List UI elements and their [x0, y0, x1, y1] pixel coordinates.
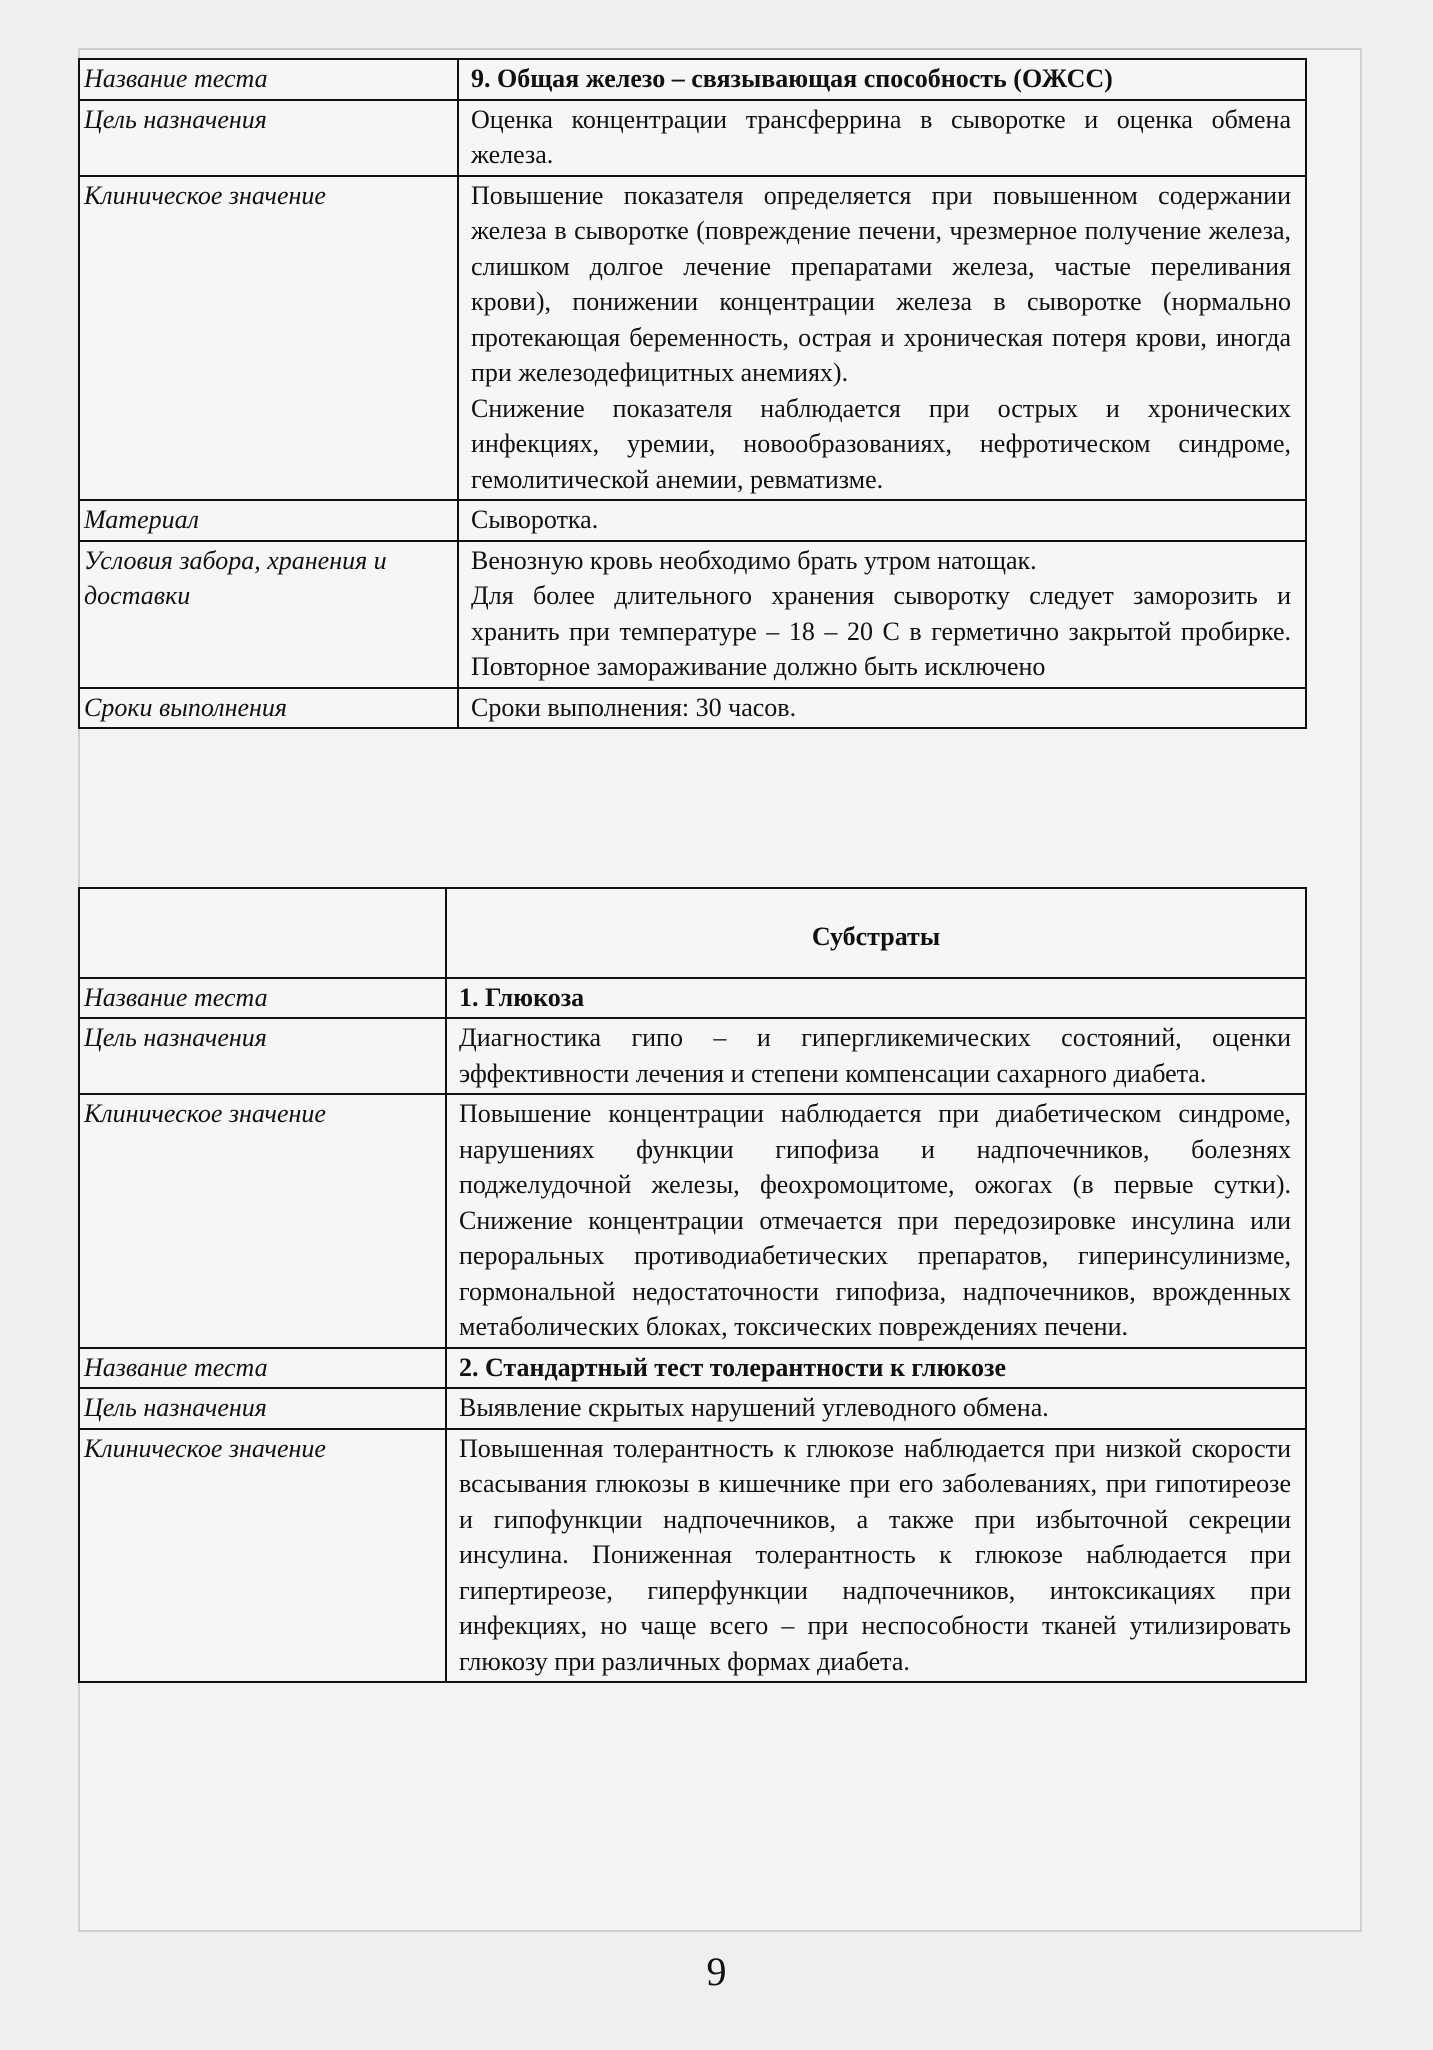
test-title: 1. Глюкоза: [446, 978, 1306, 1019]
table-row: [79, 688, 1306, 729]
row-value: Повышение концентрации наблюдается при диабетическом синдроме, нарушениях функции гипофиза и надпочечников, болезнях поджелудочной железы, феохромоцитоме, ожогах (в первые сутки). Снижение концентрации отмечается при передозировке инсулина или пероральных противодиабетических препаратов, гиперинсулинизме, гормональной недостаточности гипофиза, надпочечников, врожденных метаболических блоках, токсических повреждениях печени.: [446, 1094, 1306, 1348]
table-row: [79, 176, 1306, 501]
row-label: Цель назначения: [79, 1388, 446, 1429]
row-label: Клиническое значение: [79, 1094, 446, 1348]
table-row: [79, 541, 1306, 688]
table-row: [79, 1348, 1306, 1389]
paragraph: Повышение показателя определяется при повышенном содержании железа в сыворотке (повреждение печени, чрезмерное получение железа, слишком долгое лечение препаратами железа, частые переливания крови), понижении концентрации железа в сыворотке (нормально протекающая беременность, острая и хроническая потеря крови, иногда при железодефицитных анемиях).: [471, 180, 1291, 387]
section-title: Субстраты: [446, 888, 1306, 978]
test-title: 2. Стандартный тест толерантности к глюкозе: [446, 1348, 1306, 1389]
row-label: Название теста: [79, 59, 458, 100]
row-label: Условия забора, хранения и доставки: [79, 541, 458, 688]
row-value: Диагностика гипо – и гипергликемических состояний, оценки эффективности лечения и степени компенсации сахарного диабета.: [446, 1018, 1306, 1094]
table-row: [79, 1429, 1306, 1683]
row-value: Выявление скрытых нарушений углеводного обмена.: [446, 1388, 1306, 1429]
substrates-table: [78, 887, 1307, 1683]
table-row: [79, 1018, 1306, 1094]
row-value: Оценка концентрации трансферрина в сыворотке и оценка обмена железа.: [458, 100, 1306, 176]
row-value: Повышенная толерантность к глюкозе наблюдается при низкой скорости всасывания глюкозы в кишечнике при его заболеваниях, при гипотиреозе и гипофункции надпочечников, а также при избыточной секреции инсулина. Пониженная толерантность к глюкозе наблюдается при гипертиреозе, гиперфункции надпочечников, интоксикациях при инфекциях, но чаще всего – при неспособности тканей утилизировать глюкозу при различных формах диабета.: [446, 1429, 1306, 1683]
row-label: Название теста: [79, 1348, 446, 1389]
paragraph: Венозную кровь необходимо брать утром натощак.: [471, 545, 1037, 575]
table-row: [79, 1388, 1306, 1429]
section-header-row: [79, 888, 1306, 978]
paragraph: Снижение показателя наблюдается при острых и хронических инфекциях, уремии, новообразованиях, нефротическом синдроме, гемолитической анемии, ревматизме.: [471, 393, 1291, 494]
row-label: Цель назначения: [79, 100, 458, 176]
test-title: 9. Общая железо – связывающая способность (ОЖСС): [458, 59, 1306, 100]
row-label: Название теста: [79, 978, 446, 1019]
page-number: 9: [706, 1949, 727, 1994]
table-row: [79, 1094, 1306, 1348]
row-label: Материал: [79, 500, 458, 541]
row-value: [458, 541, 1306, 688]
row-label: Клиническое значение: [79, 1429, 446, 1683]
table-row: [79, 59, 1306, 100]
iron-binding-test-table: [78, 58, 1307, 729]
table-row: [79, 978, 1306, 1019]
row-label: Клиническое значение: [79, 176, 458, 501]
row-value: [458, 176, 1306, 501]
paragraph: Для более длительного хранения сыворотку следует заморозить и хранить при температуре – 18 – 20 С в герметично закрытой пробирке. Повторное замораживание должно быть исключено: [471, 581, 1291, 681]
row-value: Сроки выполнения: 30 часов.: [458, 688, 1306, 729]
row-label: Цель назначения: [79, 1018, 446, 1094]
table-row: [79, 500, 1306, 541]
row-label: Сроки выполнения: [79, 688, 458, 729]
row-value: Сыворотка.: [458, 500, 1306, 541]
table-row: [79, 100, 1306, 176]
